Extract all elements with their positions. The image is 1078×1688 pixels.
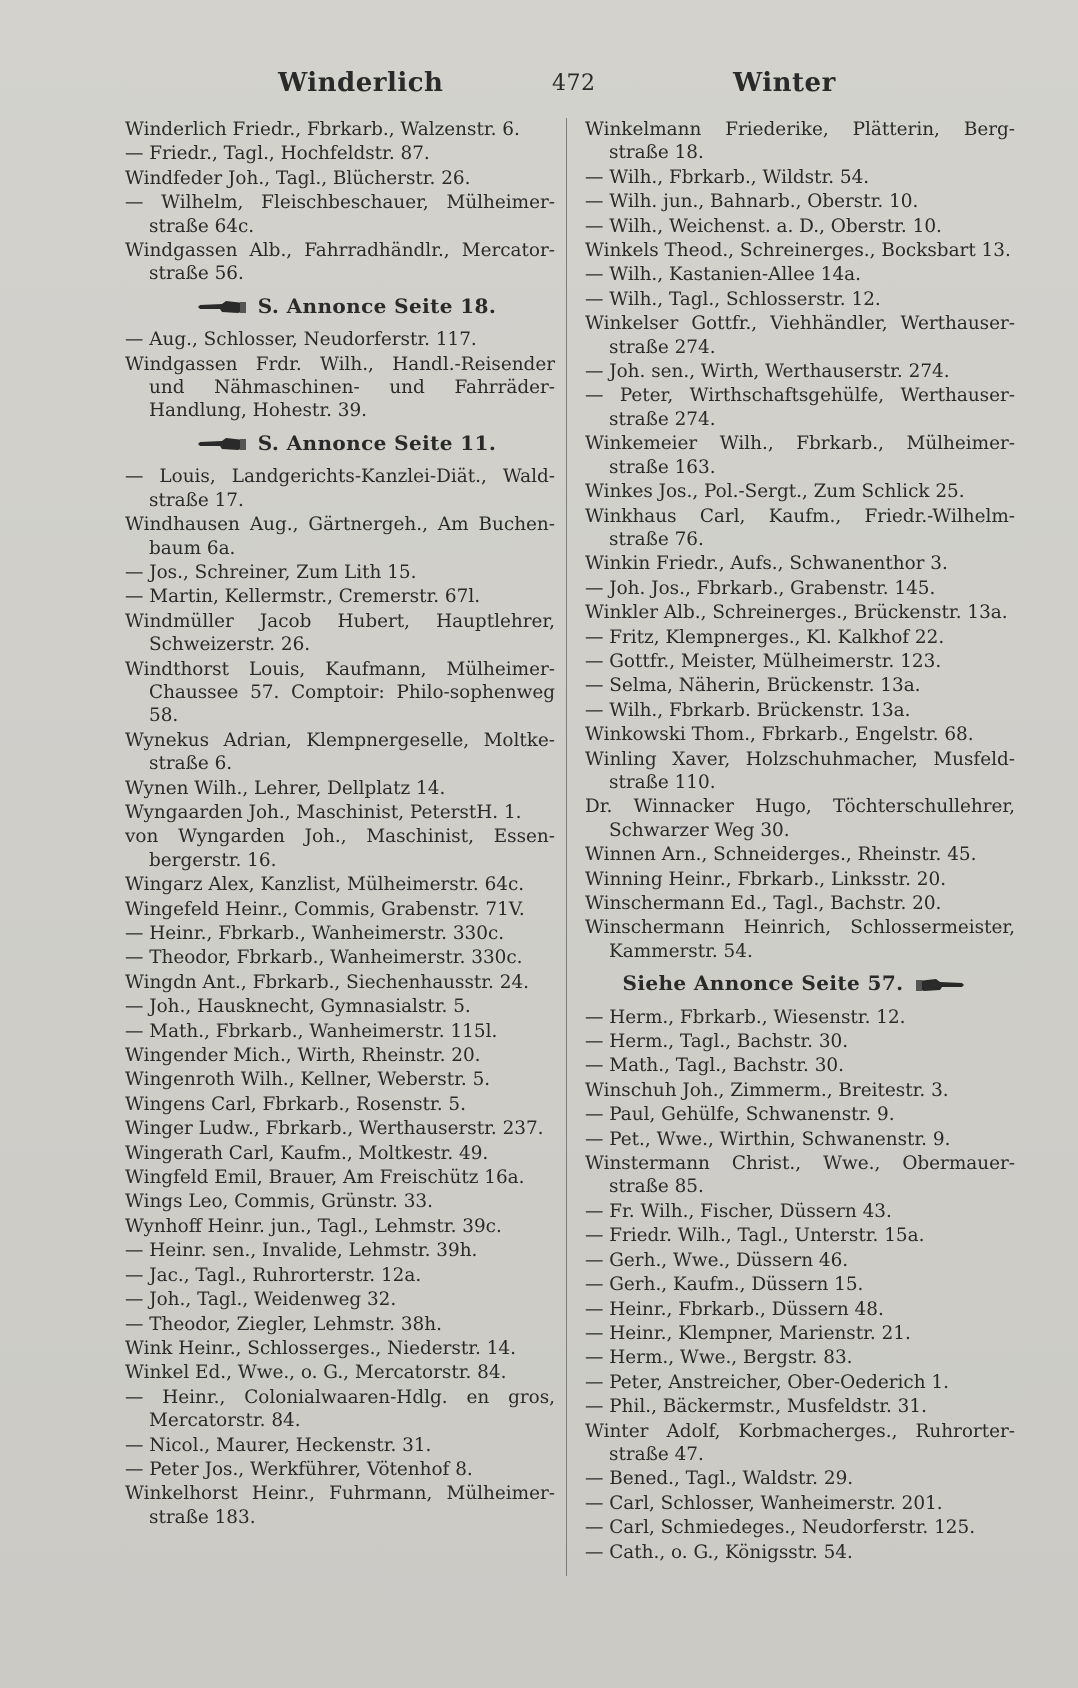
directory-entry: Dr. Winnacker Hugo, Töchterschullehrer, Schwarzer Weg 30.	[585, 796, 1015, 841]
directory-entry: — Peter Jos., Werkführer, Vötenhof 8.	[125, 1458, 473, 1480]
directory-entry: Wingdn Ant., Fbrkarb., Siechenhausstr. 24.	[125, 971, 529, 993]
pointing-hand-icon	[196, 299, 246, 315]
directory-entry: — Wilh., Kastanien-Allee 14a.	[585, 264, 861, 286]
directory-entry: — Heinr. sen., Invalide, Lehmstr. 39h.	[125, 1240, 478, 1262]
directory-entry: Wingenroth Wilh., Kellner, Weberstr. 5.	[125, 1069, 491, 1091]
page-header	[0, 68, 1078, 108]
directory-entry: — Math., Tagl., Bachstr. 30.	[585, 1055, 844, 1077]
directory-entry: — Gerh., Kaufm., Düssern 15.	[585, 1274, 864, 1296]
directory-entry: — Carl, Schlosser, Wanheimerstr. 201.	[585, 1492, 943, 1514]
directory-entry: — Paul, Gehülfe, Schwanenstr. 9.	[585, 1104, 895, 1126]
directory-entry: — Selma, Näherin, Brückenstr. 13a.	[585, 675, 921, 697]
directory-entry: — Fritz, Klempnerges., Kl. Kalkhof 22.	[585, 626, 945, 648]
directory-entry: — Joh. Jos., Fbrkarb., Grabenstr. 145.	[585, 577, 936, 599]
directory-entry: — Gottfr., Meister, Mülheimerstr. 123.	[585, 650, 942, 672]
directory-entry: — Heinr., Fbrkarb., Düssern 48.	[585, 1298, 884, 1320]
directory-entry: — Wilh. jun., Bahnarb., Oberstr. 10.	[585, 191, 919, 213]
directory-entry: — Herm., Wwe., Bergstr. 83.	[585, 1347, 853, 1369]
column-divider	[566, 118, 567, 1576]
directory-entry: Winkemeier Wilh., Fbrkarb., Mülheimer-straße 163.	[585, 433, 1015, 478]
annonce-text: S. Annonce Seite 18.	[257, 293, 497, 318]
directory-entry: Winnen Arn., Schneiderges., Rheinstr. 45.	[585, 844, 977, 866]
directory-entry: Winkel Ed., Wwe., o. G., Mercatorstr. 84.	[125, 1362, 507, 1384]
directory-entry: Wingefeld Heinr., Commis, Grabenstr. 71V.	[125, 898, 525, 920]
annonce-reference	[125, 295, 555, 318]
directory-entry: Wings Leo, Commis, Grünstr. 33.	[125, 1191, 433, 1213]
directory-entry: Winning Heinr., Fbrkarb., Linksstr. 20.	[585, 868, 947, 890]
directory-entry: Wingender Mich., Wirth, Rheinstr. 20.	[125, 1045, 481, 1067]
directory-entry: — Fr. Wilh., Fischer, Düssern 43.	[585, 1200, 892, 1222]
directory-entry: — Wilh., Weichenst. a. D., Oberstr. 10.	[585, 215, 942, 237]
directory-entry: Winkelhorst Heinr., Fuhrmann, Mülheimer-straße 183.	[125, 1483, 555, 1528]
directory-entry: Winger Ludw., Fbrkarb., Werthauserstr. 237.	[125, 1118, 544, 1140]
directory-entry: Winter Adolf, Korbmacherges., Ruhrorter-straße 47.	[585, 1420, 1015, 1465]
directory-entry: Wink Heinr., Schlosserges., Niederstr. 14.	[125, 1337, 516, 1359]
directory-entry: — Friedr. Wilh., Tagl., Unterstr. 15a.	[585, 1225, 925, 1247]
directory-entry: Wingens Carl, Fbrkarb., Rosenstr. 5.	[125, 1093, 466, 1115]
directory-entry: — Martin, Kellermstr., Cremerstr. 67l.	[125, 586, 481, 608]
directory-entry: — Joh. sen., Wirth, Werthauserstr. 274.	[585, 361, 950, 383]
directory-entry: — Math., Fbrkarb., Wanheimerstr. 115l.	[125, 1020, 498, 1042]
directory-entry: — Heinr., Klempner, Marienstr. 21.	[585, 1322, 911, 1344]
directory-entry: Winschuh Joh., Zimmerm., Breitestr. 3.	[585, 1079, 949, 1101]
directory-entry: — Wilh., Tagl., Schlosserstr. 12.	[585, 288, 881, 310]
directory-entry: — Theodor, Fbrkarb., Wanheimerstr. 330c.	[125, 947, 523, 969]
directory-entry: — Heinr., Colonialwaaren-Hdlg. en gros, Mercatorstr. 84.	[125, 1386, 555, 1432]
directory-entry: Winkler Alb., Schreinerges., Brückenstr. 13a.	[585, 602, 1008, 624]
left-column	[125, 118, 555, 1530]
directory-entry: — Friedr., Tagl., Hochfeldstr. 87.	[125, 143, 430, 165]
annonce-reference	[125, 432, 555, 455]
directory-entry: — Carl, Schmiedeges., Neudorferstr. 125.	[585, 1517, 976, 1539]
directory-entry: — Aug., Schlosser, Neudorferstr. 117.	[125, 329, 477, 351]
directory-entry: Windhausen Aug., Gärtnergeh., Am Buchen-baum 6a.	[125, 514, 555, 559]
annonce-reference	[585, 972, 1015, 995]
running-head-left: Winderlich	[278, 68, 444, 98]
pointing-hand-icon	[196, 436, 246, 452]
directory-entry: Windmüller Jacob Hubert, Hauptlehrer, Schweizerstr. 26.	[125, 610, 555, 656]
annonce-text: Siehe Annonce Seite 57.	[622, 971, 904, 996]
directory-entry: Winschermann Ed., Tagl., Bachstr. 20.	[585, 893, 942, 914]
directory-entry: — Joh., Tagl., Weidenweg 32.	[125, 1289, 397, 1311]
directory-entry: — Herm., Tagl., Bachstr. 30.	[585, 1031, 849, 1053]
directory-entry: Wingfeld Emil, Brauer, Am Freischütz 16a.	[125, 1167, 525, 1189]
page-number: 472	[552, 71, 596, 96]
directory-entry: — Gerh., Wwe., Düssern 46.	[585, 1249, 849, 1271]
directory-entry: — Louis, Landgerichts-Kanzlei-Diät., Wald-straße 17.	[125, 466, 555, 511]
directory-entry: Winkels Theod., Schreinerges., Bocksbart 13.	[585, 240, 1011, 262]
directory-entry: Winling Xaver, Holzschuhmacher, Musfeld-straße 110.	[585, 748, 1015, 793]
directory-entry: Winstermann Christ., Wwe., Obermauer-straße 85.	[585, 1153, 1015, 1198]
directory-entry: Winkhaus Carl, Kaufm., Friedr.-Wilhelm-straße 76.	[585, 505, 1015, 550]
directory-entry: Wynen Wilh., Lehrer, Dellplatz 14.	[125, 777, 446, 799]
directory-entry: Winkelser Gottfr., Viehhändler, Werthauser-straße 274.	[585, 313, 1015, 358]
directory-entry: Winkes Jos., Pol.-Sergt., Zum Schlick 25.	[585, 481, 965, 503]
directory-entry: Wyngaarden Joh., Maschinist, PeterstH. 1.	[125, 801, 522, 823]
directory-entry: — Peter, Wirthschaftsgehülfe, Werthauser-straße 274.	[585, 385, 1015, 430]
directory-entry: — Phil., Bäckermstr., Musfeldstr. 31.	[585, 1396, 927, 1418]
directory-entry: Winkelmann Friederike, Plätterin, Berg-straße 18.	[585, 119, 1015, 164]
directory-entry: — Herm., Fbrkarb., Wiesenstr. 12.	[585, 1006, 906, 1028]
directory-entry: — Jac., Tagl., Ruhrorterstr. 12a.	[125, 1264, 422, 1286]
right-column	[585, 118, 1015, 1565]
directory-entry: Winkowski Thom., Fbrkarb., Engelstr. 68.	[585, 724, 974, 746]
directory-entry: von Wyngarden Joh., Maschinist, Essen-bergerstr. 16.	[125, 826, 555, 871]
directory-entry: Wingarz Alex, Kanzlist, Mülheimerstr. 64c.	[125, 874, 525, 896]
directory-entry: — Wilhelm, Fleischbeschauer, Mülheimer-straße 64c.	[125, 192, 555, 237]
directory-entry: Winschermann Heinrich, Schlossermeister, Kammerstr. 54.	[585, 917, 1015, 962]
directory-entry: Windgassen Alb., Fahrradhändlr., Mercator-straße 56.	[125, 240, 555, 285]
directory-entry: Windfeder Joh., Tagl., Blücherstr. 26.	[125, 167, 471, 189]
directory-entry: Windthorst Louis, Kaufmann, Mülheimer-Chaussee 57. Comptoir: Philo-sophenweg 58.	[125, 658, 555, 727]
directory-entry: — Theodor, Ziegler, Lehmstr. 38h.	[125, 1313, 442, 1335]
directory-entry: — Wilh., Fbrkarb., Wildstr. 54.	[585, 166, 870, 188]
directory-entry: — Wilh., Fbrkarb. Brückenstr. 13a.	[585, 699, 911, 721]
directory-entry: — Heinr., Fbrkarb., Wanheimerstr. 330c.	[125, 923, 505, 944]
directory-entry: Winderlich Friedr., Fbrkarb., Walzenstr. 6.	[125, 119, 520, 140]
directory-entry: Wingerath Carl, Kaufm., Moltkestr. 49.	[125, 1142, 489, 1164]
directory-entry: — Pet., Wwe., Wirthin, Schwanenstr. 9.	[585, 1128, 951, 1150]
pointing-hand-icon	[916, 977, 966, 993]
directory-entry: — Bened., Tagl., Waldstr. 29.	[585, 1468, 854, 1490]
directory-entry: — Nicol., Maurer, Heckenstr. 31.	[125, 1434, 432, 1456]
directory-entry: Wynekus Adrian, Klempnergeselle, Moltke-straße 6.	[125, 729, 555, 775]
directory-entry: — Jos., Schreiner, Zum Lith 15.	[125, 561, 417, 583]
directory-entry: — Joh., Hausknecht, Gymnasialstr. 5.	[125, 996, 471, 1018]
annonce-text: S. Annonce Seite 11.	[257, 430, 497, 455]
directory-entry: Winkin Friedr., Aufs., Schwanenthor 3.	[585, 553, 948, 575]
directory-entry: — Cath., o. G., Königsstr. 54.	[585, 1541, 853, 1563]
running-head-right: Winter	[733, 68, 836, 98]
directory-entry: Wynhoff Heinr. jun., Tagl., Lehmstr. 39c.	[125, 1215, 502, 1237]
directory-entry: Windgassen Frdr. Wilh., Handl.-Reisender und Nähmaschinen- und Fahrräder-Handlung, Hohestr. 39.	[125, 353, 555, 422]
directory-entry: — Peter, Anstreicher, Ober-Oederich 1.	[585, 1371, 949, 1393]
